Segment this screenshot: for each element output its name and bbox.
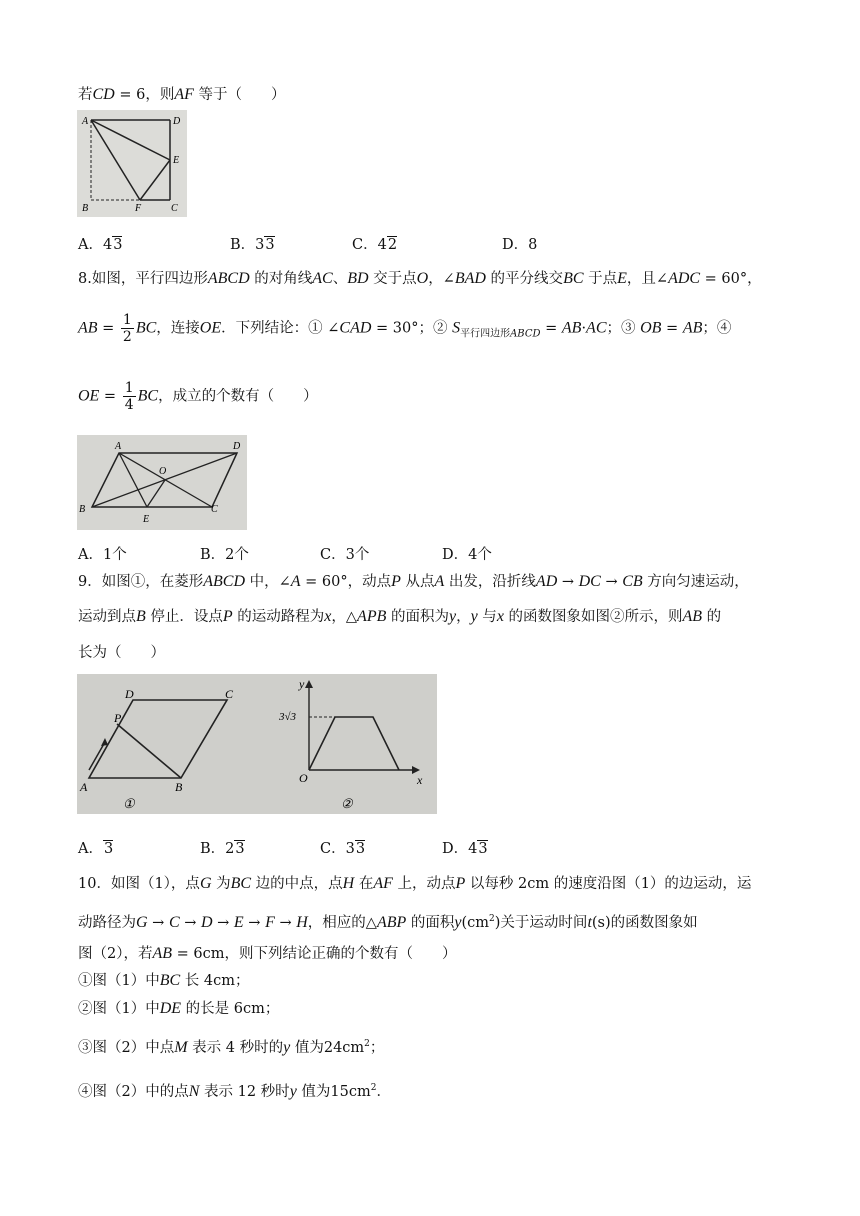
q9-option-a: A．3 (78, 841, 114, 857)
q9-line3: 长为（ ） (78, 645, 165, 661)
q9-line1: 9．如图①，在菱形ABCD 中，∠A = 60°，动点P 从点A 出发，沿折线AD → DC → CB 方向匀速运动， (78, 573, 749, 590)
q7-label-c: C (171, 203, 178, 214)
q9-option-c: C．33 (320, 841, 366, 857)
q8-line2: AB = $\frac{1}{2}$ BC，连接OE．下列结论：① ∠CAD = 30°；② $S_{平行四边形ABCD} = AB\cdot AC$；③ OB = AB；④ (78, 312, 732, 345)
q10-item1: ①图（1）中BC 长 4cm； (78, 972, 250, 989)
q8-option-a: A．1个 (78, 547, 127, 563)
q7-option-a: A．43 (78, 237, 123, 253)
q9-label-p: P (114, 711, 122, 725)
q8-label-e: E (143, 514, 150, 525)
q9-line2: 运动到点B 停止．设点P 的运动路程为x，△APB 的面积为y，y 与x 的函数图象如图②所示，则AB 的 (78, 608, 722, 625)
q9-label-d: D (125, 687, 134, 701)
q9-label-x: x (417, 773, 423, 787)
q9-label-y: y (299, 677, 305, 691)
q7-option-d: D．8 (502, 237, 538, 253)
q9-label-fig2: ② (341, 796, 353, 811)
q7-label-e: E (173, 155, 180, 166)
q8-label-b: B (79, 504, 86, 515)
q8-label-o: O (159, 466, 167, 477)
q7-figure (77, 110, 187, 217)
q8-option-b: B．2个 (200, 547, 249, 563)
q10-line2: 动路径为G → C → D → E → F → H，相应的△ABP 的面积$y(cm^2)$关于运动时间t(s)的函数图象如 (78, 914, 698, 931)
q10-line3: 图（2），若AB = 6cm，则下列结论正确的个数有（ ） (78, 945, 457, 962)
q8-option-c: C．3个 (320, 547, 370, 563)
q8-line1: 8.如图，平行四边形ABCD 的对角线AC、BD 交于点O，∠BAD 的平分线交BC 于点E，且∠ADC = 60°， (78, 270, 762, 287)
q10-item2: ②图（1）中DE 的长是 6cm； (78, 1000, 280, 1017)
q9-label-fig1: ① (123, 796, 135, 811)
q7-label-b: B (82, 203, 89, 214)
q8-label-d: D (233, 441, 241, 452)
q9-option-d: D．43 (442, 841, 488, 857)
q8-option-d: D．4个 (442, 547, 492, 563)
q10-line1: 10．如图（1），点G 为BC 边的中点，点H 在AF 上，动点P 以每秒 2cm 的速度沿图（1）的边运动，运 (78, 875, 752, 892)
q8-figure (77, 435, 247, 530)
q10-item3: ③图（2）中点M 表示 4 秒时的y 值为$24cm^2$； (78, 1039, 385, 1056)
q7-option-c: C．42 (352, 237, 398, 253)
q8-label-a: A (115, 441, 122, 452)
q9-label-c: C (225, 687, 234, 701)
q9-label-b: B (175, 780, 183, 794)
q9-label-3sqrt3: 3√3 (279, 711, 297, 723)
q9-figure (77, 674, 437, 814)
q7-stem: 若CD = 6，则AF 等于（ ） (78, 86, 286, 103)
q7-label-d: D (173, 116, 181, 127)
q7-option-b: B．33 (230, 237, 275, 253)
q9-option-b: B．23 (200, 841, 245, 857)
q10-item4: ④图（2）中的点N 表示 12 秒时y 值为$15cm^2$． (78, 1083, 391, 1100)
q7-label-a: A (82, 116, 89, 127)
q8-label-c: C (211, 504, 218, 515)
q9-label-o: O (299, 771, 308, 785)
q7-label-f: F (135, 203, 142, 214)
q9-label-a: A (80, 780, 88, 794)
q8-line3: OE = $\frac{1}{4}$ BC，成立的个数有（ ） (78, 380, 318, 413)
